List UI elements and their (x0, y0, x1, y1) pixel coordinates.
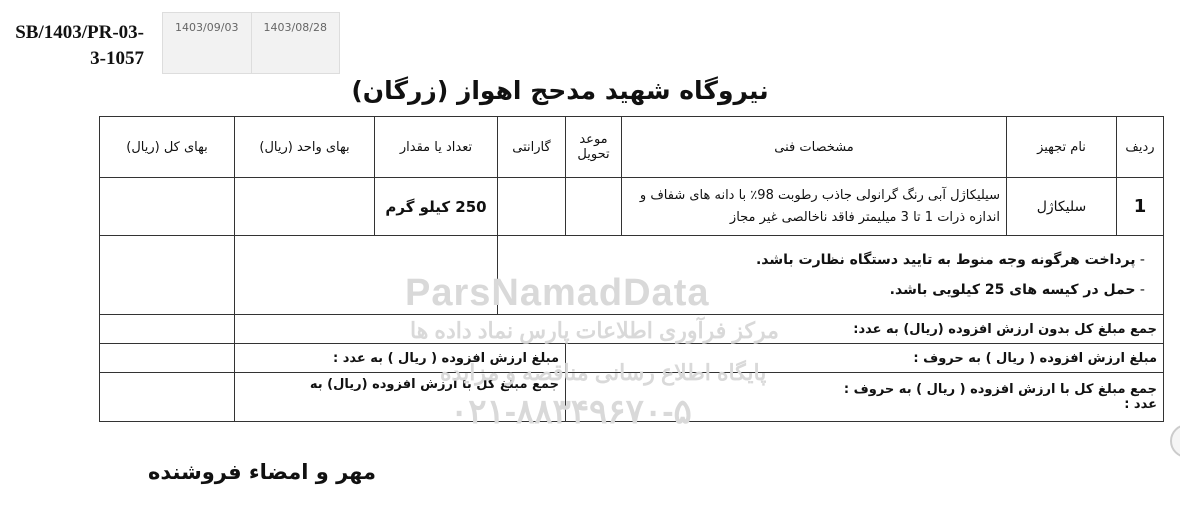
cell-radif: 1 (1117, 178, 1164, 236)
document-number: SB/1403/PR-03-3-1057 (15, 22, 144, 69)
sum-vat-number-label: جمع مبلغ کل با ارزش افزوده (ریال) به (235, 373, 566, 422)
cell-unit-price (235, 178, 375, 236)
notes-empty-cell-2 (100, 236, 235, 315)
header-name: نام تجهیز (1007, 117, 1117, 178)
table-header-row (100, 117, 1164, 178)
notes-row (100, 236, 1164, 315)
header-total-price: بهای کل (ریال) (100, 117, 235, 178)
cell-qty: 250 کیلو گرم (375, 178, 498, 236)
total-row-no-vat (100, 315, 1164, 344)
header-delivery: موعد تحویل (566, 117, 622, 178)
header-warranty: گارانتی (498, 117, 566, 178)
cell-name: سلیکاژل (1007, 178, 1117, 236)
sum-vat-number-value (100, 373, 235, 422)
sum-vat-words-label: جمع مبلغ کل با ارزش افزوده ( ریال ) به حروف : (843, 382, 1157, 397)
sum-no-vat-label: جمع مبلغ کل بدون ارزش افزوده (ریال) به عدد: (235, 315, 1164, 344)
items-table (99, 116, 1164, 422)
cell-delivery (566, 178, 622, 236)
sum-no-vat-value (100, 315, 235, 344)
watermark-phone: ۰۲۱-۸۸۳۴۹۶۷۰-۵ (450, 393, 692, 431)
cell-warranty (498, 178, 566, 236)
play-icon[interactable] (1170, 424, 1180, 458)
header-spec: مشخصات فنی (622, 117, 1007, 178)
date-1: 1403/09/03 (175, 21, 239, 34)
notes-cell (498, 236, 1164, 315)
note-item: - حمل در کیسه های 25 کیلویی باشد. (504, 275, 1145, 305)
sum-vat-words-label-2: عدد : (1124, 397, 1157, 412)
sum-vat-words-cell (566, 373, 1164, 422)
watermark-line1: مرکز فرآوری اطلاعات پارس نماد داده ها (410, 318, 779, 343)
vat-words-label: مبلغ ارزش افزوده ( ریال ) به حروف : (566, 344, 1164, 373)
notes-empty-cell (235, 236, 498, 315)
date-2: 1403/08/28 (251, 13, 340, 73)
total-row-with-vat (100, 373, 1164, 422)
cell-spec: سیلیکاژل آبی رنگ گرانولی جاذب رطوبت 98٪ با دانه های شفاف و اندازه ذرات 1 تا 3 میلیمتر فاقد ناخالصی غیر مجاز (622, 178, 1007, 236)
vat-number-label: مبلغ ارزش افزوده ( ریال ) به عدد : (235, 344, 566, 373)
page-title: نیروگاه شهید مدحج اهواز (زرگان) (351, 76, 769, 105)
vat-number-value (100, 344, 235, 373)
cell-total-price (100, 178, 235, 236)
vat-row (100, 344, 1164, 373)
header-radif: ردیف (1117, 117, 1164, 178)
note-item: - پرداخت هرگونه وجه منوط به تایید دستگاه نظارت باشد. (504, 245, 1145, 275)
table-row (100, 178, 1164, 236)
header-unit-price: بهای واحد (ریال) (235, 117, 375, 178)
seal-signature-label: مهر و امضاء فروشنده (148, 460, 377, 484)
header-qty: تعداد یا مقدار (375, 117, 498, 178)
watermark-brand: ParsNamadData (405, 272, 710, 314)
date-stamps (162, 12, 340, 74)
watermark-line2: پایگاه اطلاع رسانی مناقصه و مزایده (440, 360, 767, 385)
